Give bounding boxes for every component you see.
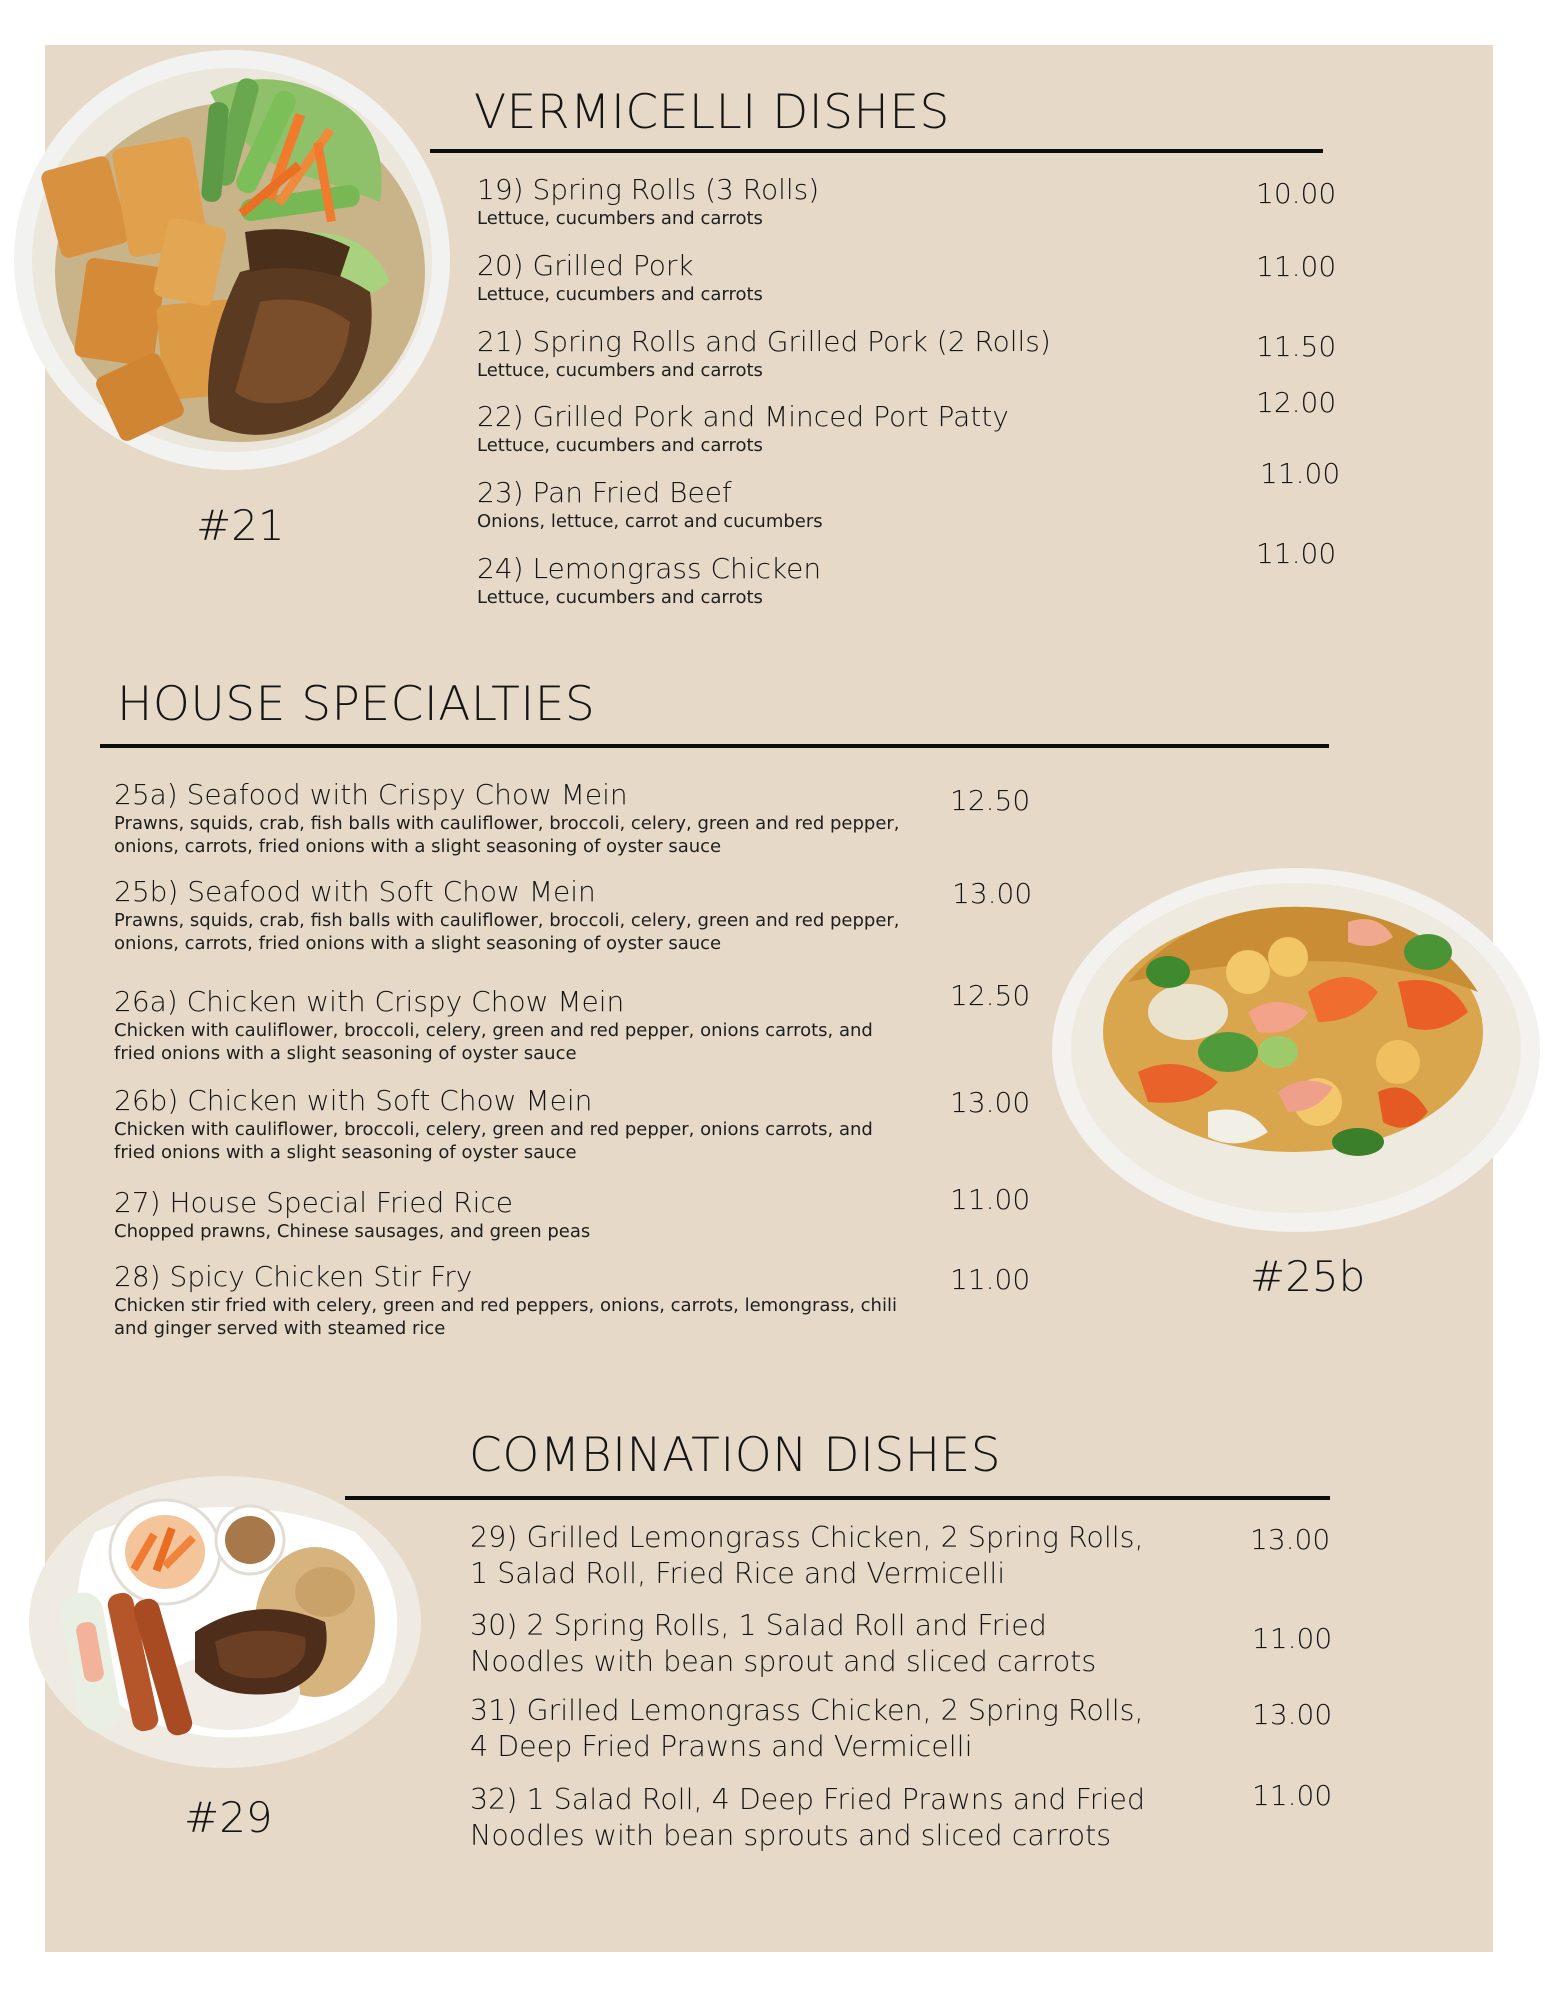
item-price: 11.50: [1256, 330, 1337, 363]
item-price: 11.00: [950, 1263, 1031, 1296]
item-price: 11.00: [1260, 457, 1341, 490]
item-description: Chicken with cauliflower, broccoli, celery, green and red pepper, onions carrots, and fried onions with a slight seasoning of oyster sauce: [114, 1020, 873, 1064]
menu-item-31: 31) Grilled Lemongrass Chicken, 2 Spring Rolls, 4 Deep Fried Prawns and Vermicelli: [470, 1694, 1144, 1763]
item-description: Lettuce, cucumbers and carrots: [477, 435, 763, 456]
item-description: Prawns, squids, crab, fish balls with cauliflower, broccoli, celery, green and red pepper, onions, carrots, fried onions with a slight seasoning of oyster sauce: [114, 813, 900, 857]
item-name: 26a) Chicken with Crispy Chow Mein: [114, 985, 625, 1018]
photo-label-21: #21: [196, 501, 285, 550]
vermicelli-heading: VERMICELLI DISHES: [474, 85, 950, 140]
menu-item-21: [477, 325, 1051, 382]
item-price: 12.50: [950, 979, 1031, 1012]
menu-item-27: [114, 1186, 914, 1243]
item-price: 13.00: [1250, 1523, 1331, 1556]
item-price: 13.00: [950, 1086, 1031, 1119]
menu-item-26b: [114, 1084, 914, 1164]
item-price: 11.00: [1256, 250, 1337, 283]
photo-label-29: #29: [184, 1793, 273, 1842]
item-name: 25b) Seafood with Soft Chow Mein: [114, 875, 596, 908]
item-name: 27) House Special Fried Rice: [114, 1186, 513, 1219]
item-description: Onions, lettuce, carrot and cucumbers: [477, 511, 823, 532]
menu-item-24: [477, 552, 821, 609]
item-name: 21) Spring Rolls and Grilled Pork (2 Rolls): [477, 325, 1051, 358]
item-name: 28) Spicy Chicken Stir Fry: [114, 1260, 473, 1293]
item-name: 26b) Chicken with Soft Chow Mein: [114, 1084, 593, 1117]
menu-item-20: [477, 249, 763, 306]
item-price: 13.00: [1252, 1698, 1333, 1731]
item-price: 12.50: [950, 784, 1031, 817]
item-description: Lettuce, cucumbers and carrots: [477, 208, 763, 229]
menu-item-29: 29) Grilled Lemongrass Chicken, 2 Spring Rolls, 1 Salad Roll, Fried Rice and Vermicelli: [470, 1521, 1144, 1590]
item-price: 10.00: [1256, 177, 1337, 210]
item-name: 22) Grilled Pork and Minced Port Patty: [477, 400, 1009, 433]
item-name: 25a) Seafood with Crispy Chow Mein: [114, 778, 628, 811]
menu-item-25b: [114, 875, 914, 955]
house-specialties-divider: [100, 744, 1329, 748]
combination-heading: COMBINATION DISHES: [469, 1428, 1002, 1483]
menu-item-22: [477, 400, 1009, 457]
item-description: Prawns, squids, crab, fish balls with cauliflower, broccoli, celery, green and red pepper, onions, carrots, fried onions with a slight seasoning of oyster sauce: [114, 910, 900, 954]
item-price: 12.00: [1256, 386, 1337, 419]
vermicelli-divider: [430, 149, 1323, 153]
vermicelli-bowl-photo: [10, 32, 460, 482]
menu-item-26a: [114, 985, 914, 1065]
house-specialties-heading: HOUSE SPECIALTIES: [117, 677, 596, 732]
combination-plate-photo: [25, 1472, 425, 1772]
menu-item-32: 32) 1 Salad Roll, 4 Deep Fried Prawns and Fried Noodles with bean sprouts and sliced carrots: [470, 1783, 1146, 1852]
item-price: 11.00: [1252, 1622, 1333, 1655]
item-name: 23) Pan Fried Beef: [477, 476, 732, 509]
item-price: 13.00: [952, 877, 1033, 910]
item-name: 19) Spring Rolls (3 Rolls): [477, 173, 820, 206]
item-description: Lettuce, cucumbers and carrots: [477, 360, 763, 381]
menu-item-30: 30) 2 Spring Rolls, 1 Salad Roll and Fried Noodles with bean sprout and sliced carrots: [470, 1609, 1097, 1678]
chow-mein-plate-photo: [1048, 862, 1543, 1237]
menu-item-28: [114, 1260, 914, 1340]
item-description: Lettuce, cucumbers and carrots: [477, 284, 763, 305]
item-description: Chicken stir fried with celery, green and red peppers, onions, carrots, lemongrass, chili and ginger served with steamed rice: [114, 1295, 897, 1339]
item-description: Lettuce, cucumbers and carrots: [477, 587, 763, 608]
menu-item-19: [477, 173, 819, 230]
menu-item-25a: [114, 778, 914, 858]
item-price: 11.00: [1256, 537, 1337, 570]
combination-divider: [345, 1496, 1330, 1500]
item-price: 11.00: [1252, 1779, 1333, 1812]
photo-label-25b: #25b: [1250, 1252, 1366, 1301]
menu-item-23: [477, 476, 823, 533]
item-name: 24) Lemongrass Chicken: [477, 552, 822, 585]
item-description: Chopped prawns, Chinese sausages, and green peas: [114, 1221, 591, 1242]
item-description: Chicken with cauliflower, broccoli, celery, green and red pepper, onions carrots, and fried onions with a slight seasoning of oyster sauce: [114, 1119, 873, 1163]
item-price: 11.00: [950, 1183, 1031, 1216]
item-name: 20) Grilled Pork: [477, 249, 694, 282]
